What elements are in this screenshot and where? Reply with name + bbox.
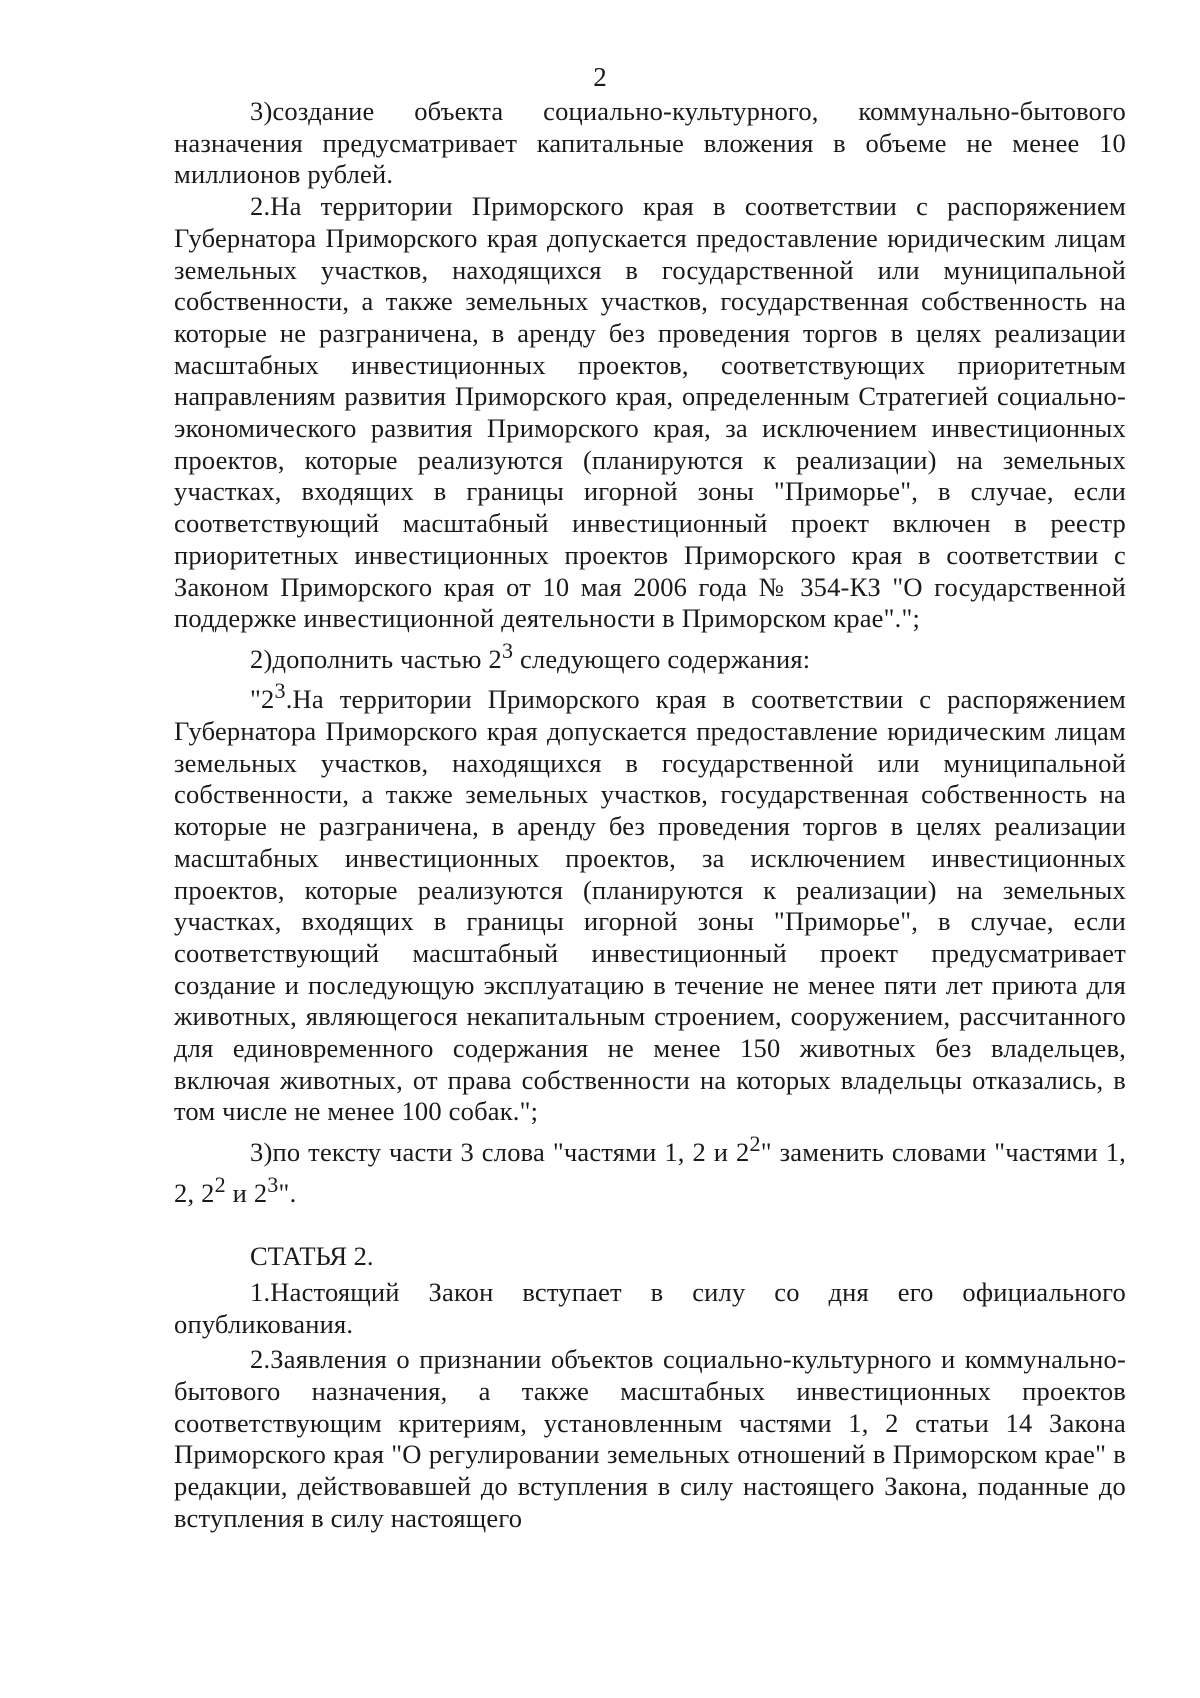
- article-heading: СТАТЬЯ 2.: [250, 1241, 374, 1272]
- part23-text: .На территории Приморского края в соответствии с распоряжением Губернатора Приморского края допускается предоставление юридическим лицам земельных участков, находящихся в государственной или муниципальной собственности, а также земельных участков, государственная собственность на которые не разграничена, в аренду без проведения торгов в целях реализации масштабных инвестиционных проектов, за исключением инвестиционных проектов, которые реализуются (планируются к реализации) на земельных участках, входящих в границы игорной зоны "Приморье", в случае, если соответствующий масштабный инвестиционный проект предусматривает создание и последующую эксплуатацию в течение не менее пяти лет приюта для животных, являющегося некапитальным строением, сооружением, рассчитанного для единовременного содержания не менее 150 животных без владельцев, включая животных, от права собственности на которых владельцы отказались, в том числе не менее 100 собак.";: [174, 684, 1126, 1127]
- paragraph-amendment-2: [174, 635, 1126, 676]
- amend3-sup-b: 2: [214, 1171, 226, 1197]
- part23-open: "2: [250, 684, 275, 715]
- amend3-text-d: ".: [278, 1177, 297, 1208]
- amend3-text-b: " заменить словами "частями 1, 2, 2: [174, 1136, 1126, 1208]
- paragraph-article2-part1: 1.Настоящий Закон вступает в силу со дня его официального опубликования.: [174, 1276, 1126, 1339]
- part23-superscript: 3: [274, 678, 286, 704]
- amend2-tail: следующего содержания:: [513, 643, 811, 674]
- paragraph-part-2: 2.На территории Приморского края в соответствии с распоряжением Губернатора Приморского края допускается предоставление юридическим лицам земельных участков, находящихся в государственной или муниципальной собственности, а также земельных участков, государственная собственность на которые не разграничена, в аренду без проведения торгов в целях реализации масштабных инвестиционных проектов, соответствующих приоритетным направлениям развития Приморского края, определенным Стратегией социально-экономического развития Приморского края, за исключением инвестиционных проектов, которые реализуются (планируются к реализации) на земельных участках, входящих в границы игорной зоны "Приморье", в случае, если соответствующий масштабный инвестиционный проект включен в реестр приоритетных инвестиционных проектов Приморского края в соответствии с Законом Приморского края от 10 мая 2006 года № 354-КЗ "О государственной поддержке инвестиционной деятельности в Приморском крае".";: [174, 191, 1126, 634]
- paragraph-article2-part2: 2.Заявления о признании объектов социально-культурного и коммунально-бытового назначения, а также масштабных инвестиционных проектов соответствующим критериям, установленным частями 1, 2 статьи 14 Закона Приморского края "О регулировании земельных отношений в Приморском крае" в редакции, действовавшей до вступления в силу настоящего Закона, поданные до вступления в силу настоящего: [174, 1344, 1126, 1533]
- page-number: 2: [593, 62, 607, 92]
- paragraph-amendment-3: [174, 1128, 1126, 1209]
- amend3-sup-a: 2: [749, 1131, 761, 1157]
- amend3-text-a: 3)по тексту части 3 слова "частями 1, 2 и 2: [250, 1136, 750, 1167]
- document-body: [174, 96, 1126, 1535]
- amend3-text-c: и 2: [225, 1177, 268, 1208]
- spacer: [174, 1209, 1126, 1241]
- amend3-sup-c: 3: [267, 1171, 279, 1197]
- paragraph-part-2-3: [174, 675, 1126, 1128]
- amend2-text: 2)дополнить частью 2: [250, 643, 502, 674]
- amend2-superscript: 3: [501, 637, 514, 663]
- paragraph-item-3: 3)создание объекта социально-культурного, коммунально-бытового назначения предусматривает капитальные вложения в объеме не менее 10 миллионов рублей.: [174, 96, 1126, 190]
